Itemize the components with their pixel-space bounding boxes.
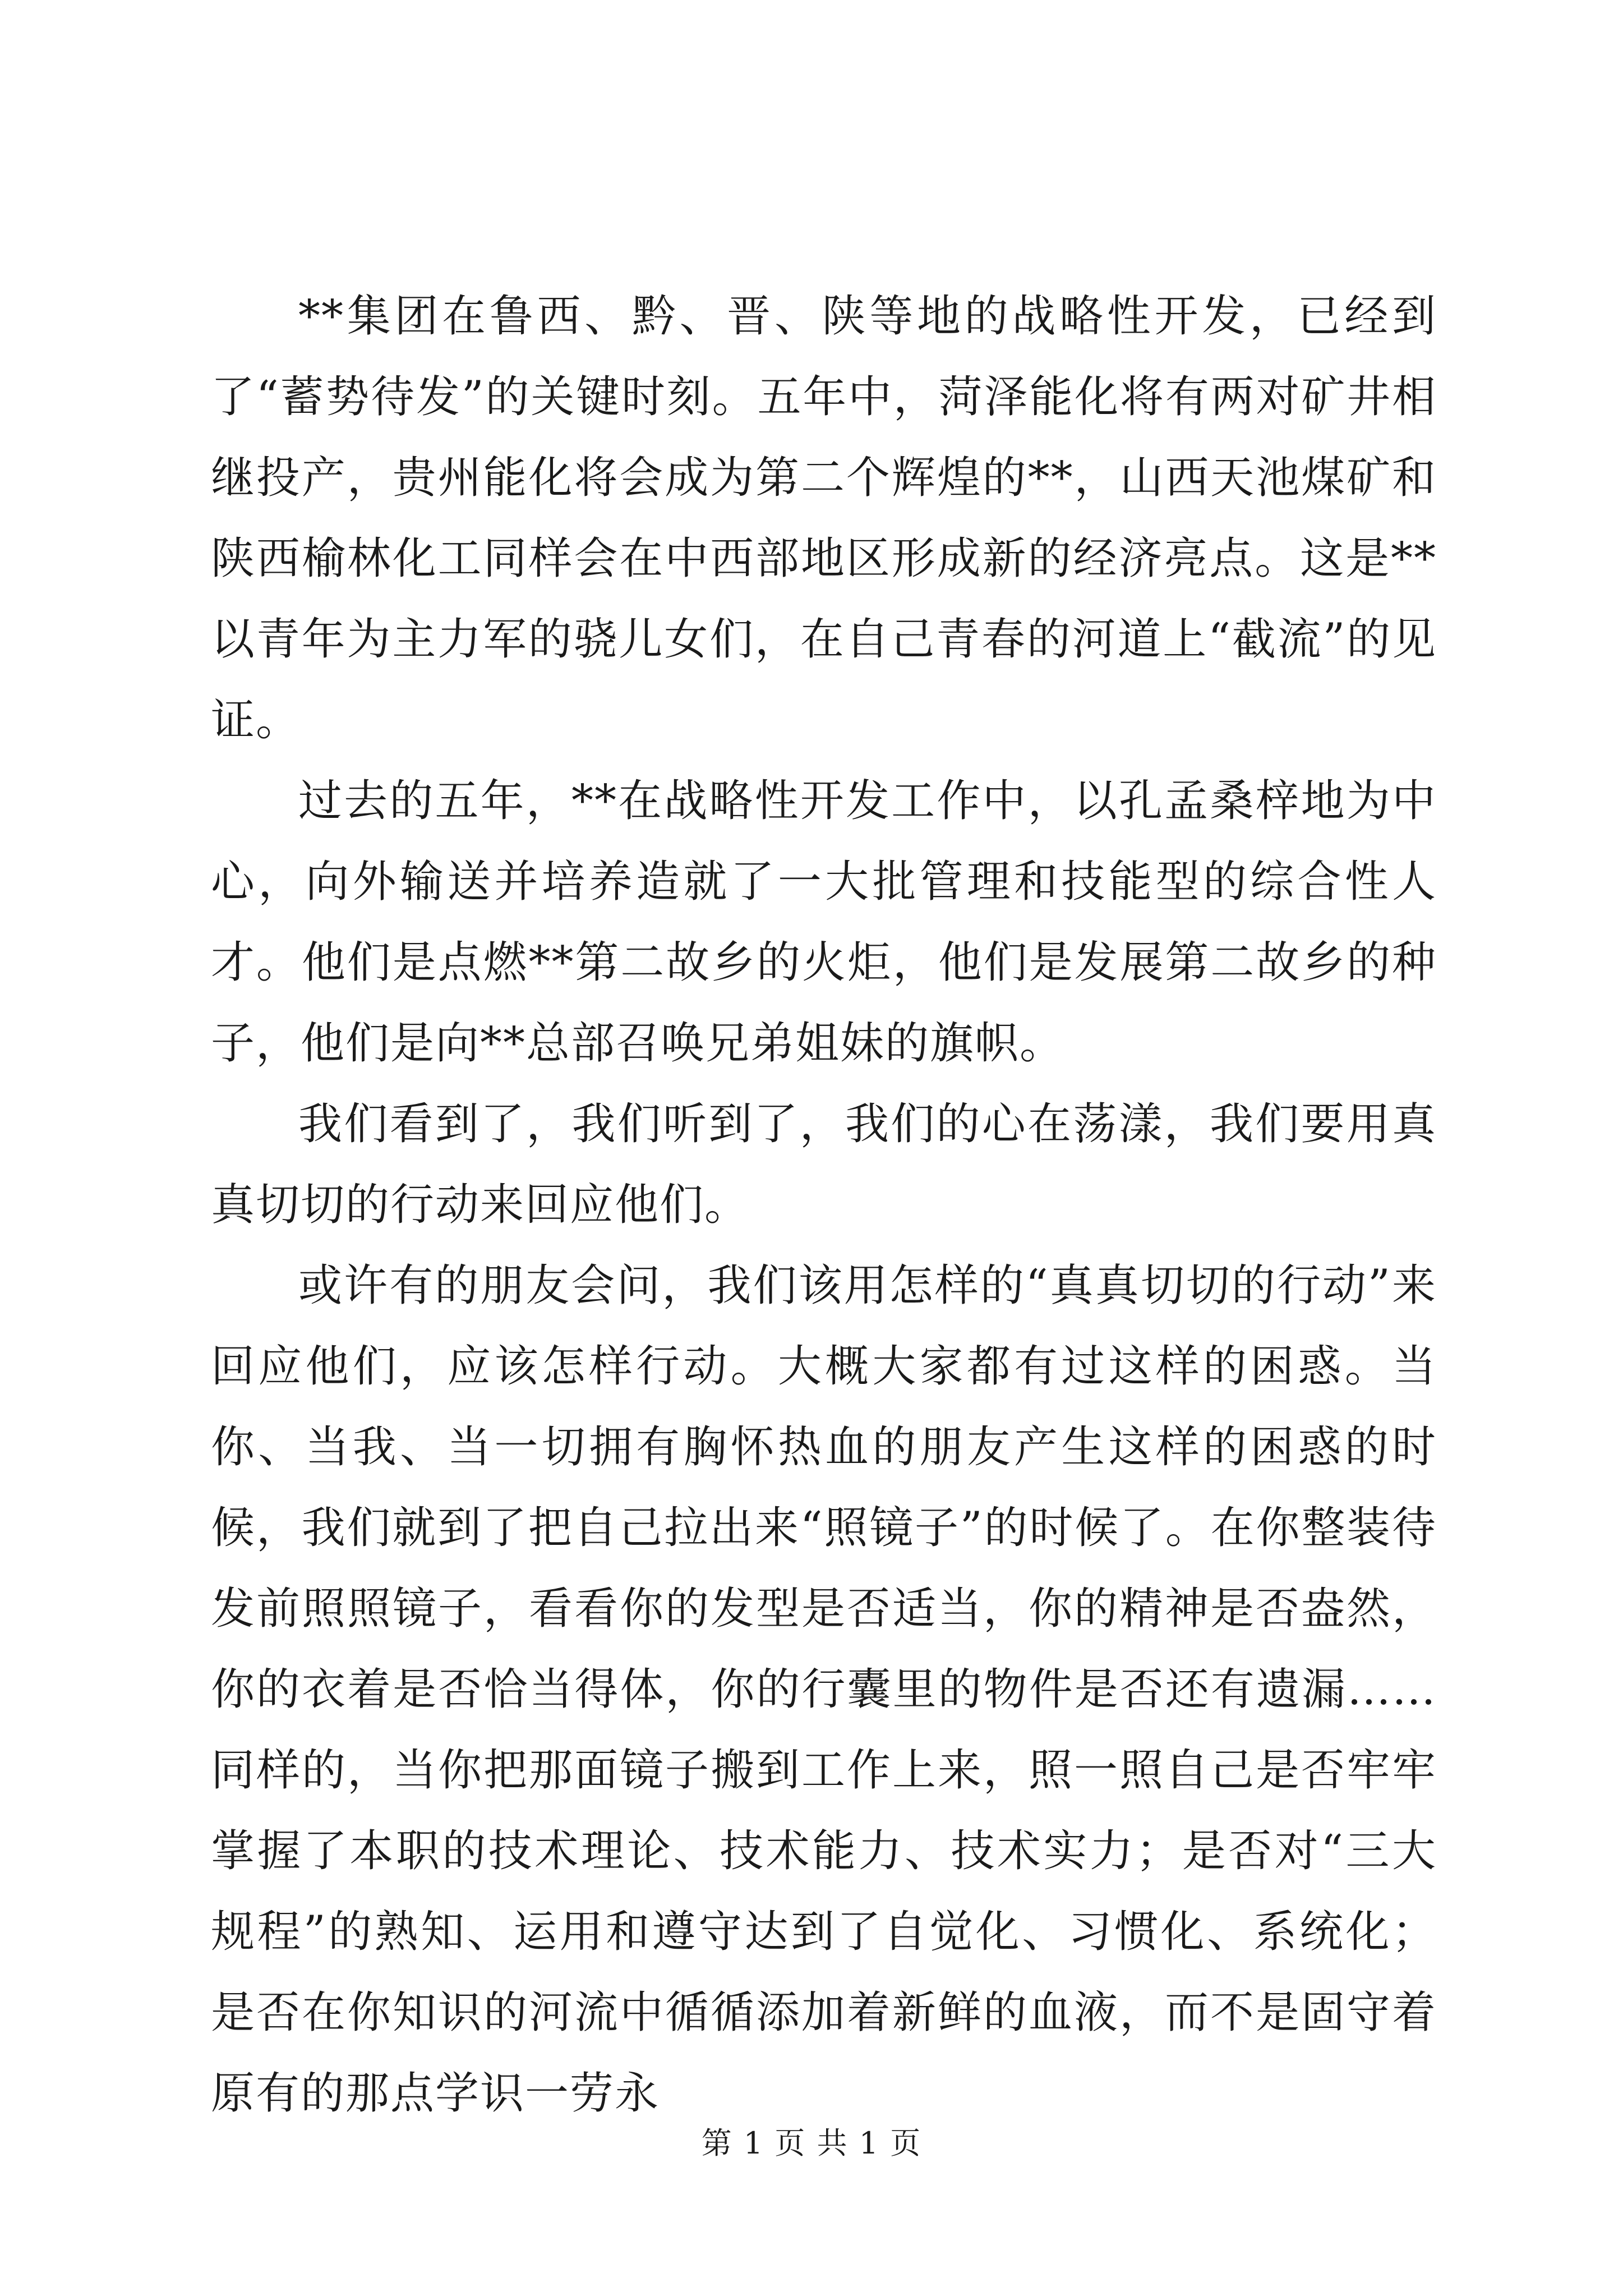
document-body: [211, 276, 1437, 2134]
paragraph-4: 或许有的朋友会问，我们该用怎样的“真真切切的行动”来回应他们，应该怎样行动。大概大家都有过这样的困惑。当你、当我、当一切拥有胸怀热血的朋友产生这样的困惑的时候，我们就到了把自己拉出来“照镜子”的时候了。在你整装待发前照照镜子，看看你的发型是否适当，你的精神是否盎然，你的衣着是否恰当得体，你的行囊里的物件是否还有遗漏……同样的，当你把那面镜子搬到工作上来，照一照自己是否牢牢掌握了本职的技术理论、技术能力、技术实力；是否对“三大规程”的熟知、运用和遵守达到了自觉化、习惯化、系统化；是否在你知识的河流中循循添加着新鲜的血液，而不是固守着原有的那点学识一劳永: [211, 1260, 1437, 2119]
paragraph-3: 我们看到了，我们听到了，我们的心在荡漾，我们要用真真切切的行动来回应他们。: [211, 1099, 1437, 1230]
page-footer: 第 1 页 共 1 页: [701, 2125, 922, 2161]
paragraph-2: 过去的五年，**在战略性开发工作中，以孔孟桑梓地为中心，向外输送并培养造就了一大批管理和技能型的综合性人才。他们是点燃**第二故乡的火炬，他们是发展第二故乡的种子，他们是向**总部召唤兄弟姐妹的旗帜。: [211, 776, 1437, 1069]
paragraph-1: **集团在鲁西、黔、晋、陕等地的战略性开发，已经到了“蓄势待发”的关键时刻。五年中，菏泽能化将有两对矿井相继投产，贵州能化将会成为第二个辉煌的**，山西天池煤矿和陕西榆林化工同样会在中西部地区形成新的经济亮点。这是**以青年为主力军的骁儿女们，在自己青春的河道上“截流”的见证。: [211, 291, 1437, 746]
